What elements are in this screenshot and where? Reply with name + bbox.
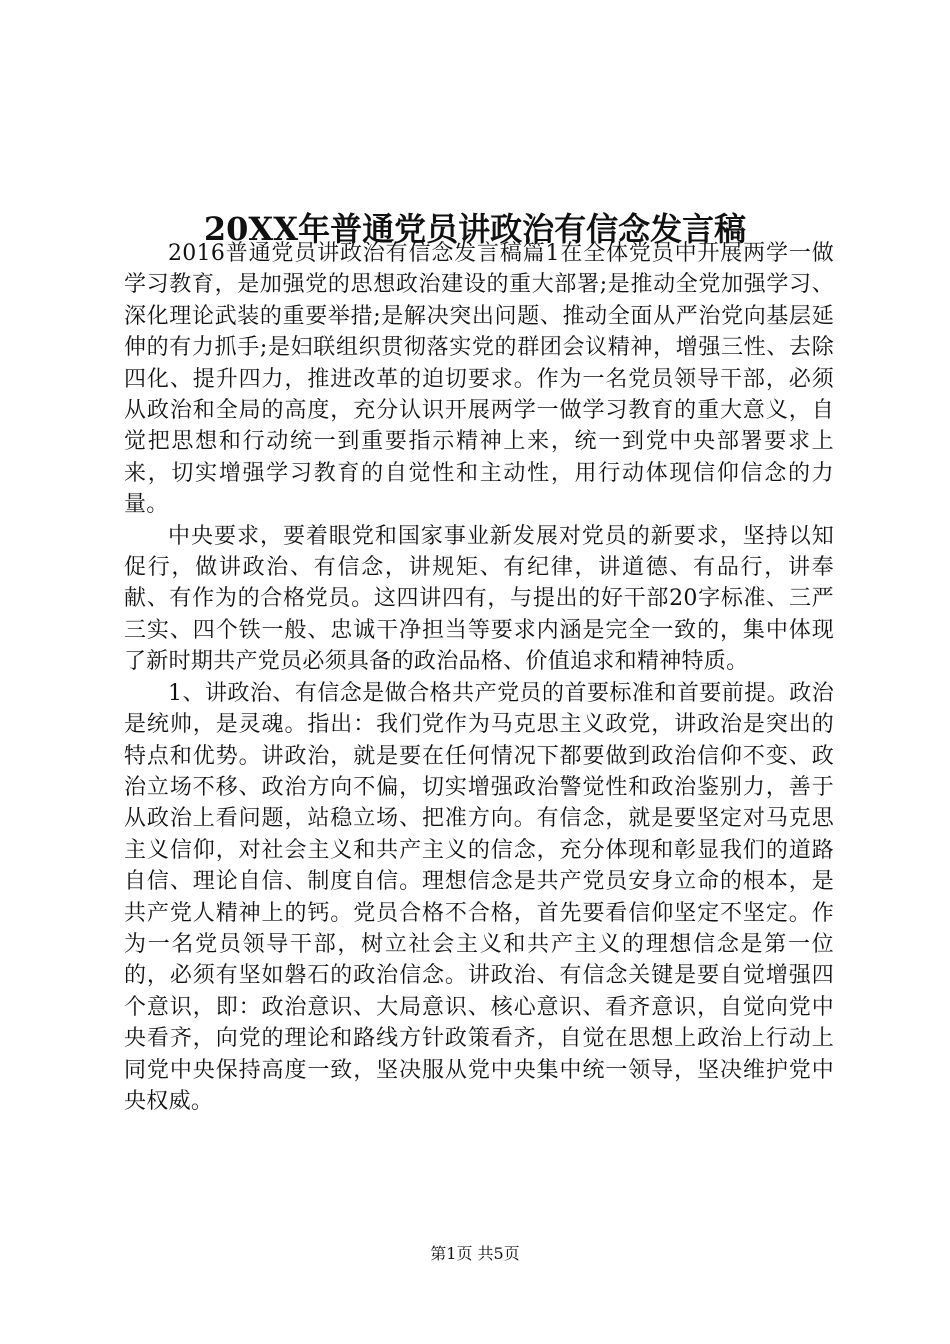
paragraph-2: 中央要求，要着眼党和国家事业新发展对党员的新要求，坚持以知促行，做讲政治、有信念，讲规矩、有纪律，讲道德、有品行，讲奉献、有作为的合格党员。这四讲四有，与提出的好干部20字标准、三严三实、四个铁一般、忠诚干净担当等要求内涵是完全一致的，集中体现了新时期共产党员必须具备的政治品格、价值追求和精神特质。 bbox=[124, 523, 834, 675]
page-footer bbox=[0, 1243, 950, 1265]
page-number: 第1页 共5页 bbox=[430, 1244, 520, 1263]
paragraph-1: 2016普通党员讲政治有信念发言稿篇1在全体党员中开展两学一做学习教育，是加强党的思想政治建设的重大部署;是推动全党加强学习、深化理论武装的重要举措;是解决突出问题、推动全面从严治党向基层延伸的有力抓手;是妇联组织贯彻落实党的群团会议精神，增强三性、去除四化、提升四力，推进改革的迫切要求。作为一名党员领导干部，必须从政治和全局的高度，充分认识开展两学一做学习教育的重大意义，自觉把思想和行动统一到重要指示精神上来，统一到党中央部署要求上来，切实增强学习教育的自觉性和主动性，用行动体现信仰信念的力量。 bbox=[124, 241, 834, 518]
document-title: 20XX年普通党员讲政治有信念发言稿 bbox=[203, 210, 747, 249]
document-body bbox=[124, 238, 834, 1117]
paragraph-3: 1、讲政治、有信念是做合格共产党员的首要标准和首要前提。政治是统帅，是灵魂。指出：我们党作为马克思主义政党，讲政治是突出的特点和优势。讲政治，就是要在任何情况下都要做到政治信仰不变、政治立场不移、政治方向不偏，切实增强政治警觉性和政治鉴别力，善于从政治上看问题，站稳立场、把准方向。有信念，就是要坚定对马克思主义信仰，对社会主义和共产主义的信念，充分体现和彰显我们的道路自信、理论自信、制度自信。理想信念是共产党员安身立命的根本，是共产党人精神上的钙。党员合格不合格，首先要看信仰坚定不坚定。作为一名党员领导干部，树立社会主义和共产主义的理想信念是第一位的，必须有坚如磐石的政治信念。讲政治、有信念关键是要自觉增强四个意识，即：政治意识、大局意识、核心意识、看齐意识，自觉向党中央看齐，向党的理论和路线方针政策看齐，自觉在思想上政治上行动上同党中央保持高度一致，坚决服从党中央集中统一领导，坚决维护党中央权威。 bbox=[124, 680, 834, 1114]
